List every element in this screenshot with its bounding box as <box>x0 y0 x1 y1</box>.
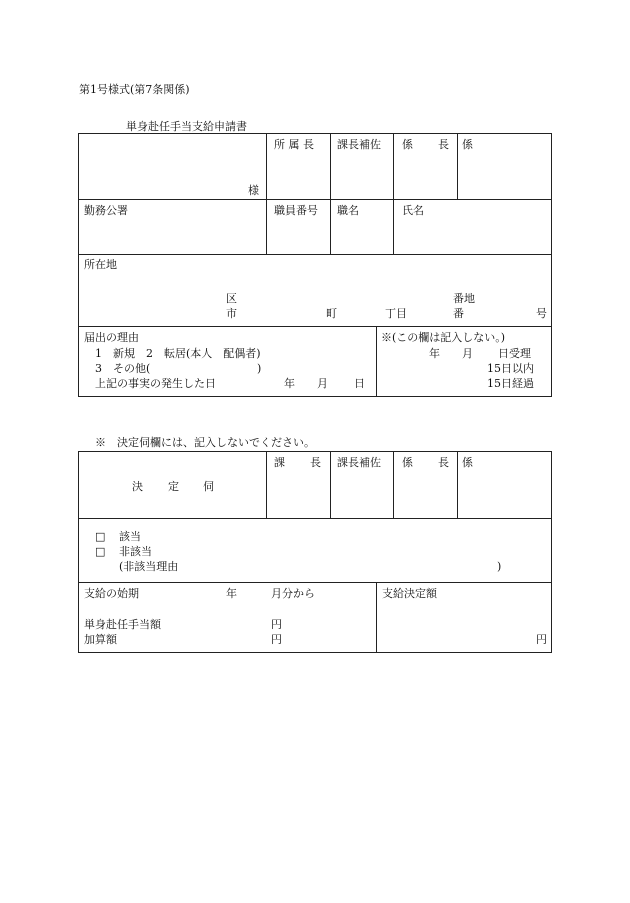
reason-label: 届出の理由 <box>84 331 139 344</box>
receipt-day: 日受理 <box>498 347 531 360</box>
occurrence-year: 年 <box>284 377 295 390</box>
addr-go: 号 <box>536 307 547 320</box>
addr-shi: 市 <box>226 307 237 320</box>
col-divider <box>457 451 458 518</box>
within-15-days: 15日以内 <box>487 362 534 375</box>
kakari-label: 係 <box>462 456 473 469</box>
kasan-yen: 円 <box>271 633 282 646</box>
decision-amount-label: 支給決定額 <box>382 587 437 600</box>
higaito-reason-open: (非該当理由 <box>119 560 179 573</box>
col-divider <box>376 582 377 653</box>
kakaricho-label-2: 長 <box>438 456 449 469</box>
occurrence-day: 日 <box>354 377 365 390</box>
row-divider <box>78 199 552 200</box>
col-divider <box>376 326 377 397</box>
kacho-label-1: 課 <box>274 456 285 469</box>
shozokucho-label: 所 属 長 <box>274 138 314 151</box>
kinmu-kosho-label: 勤務公署 <box>84 204 128 217</box>
total-yen: 円 <box>536 633 547 646</box>
col-divider <box>330 451 331 518</box>
addr-ban: 番 <box>453 307 464 320</box>
shokuin-bango-label: 職員番号 <box>274 204 318 217</box>
kasan-amount-label: 加算額 <box>84 633 117 646</box>
reason-option-3: 3 その他( <box>95 362 151 375</box>
shimei-label: 氏名 <box>402 204 424 217</box>
tanshin-amount-label: 単身赴任手当額 <box>84 618 161 631</box>
reason-option-1-2: 1 新規 2 転居(本人 配偶者) <box>95 347 261 360</box>
kacho-hosa-label: 課長補佐 <box>337 456 381 469</box>
col-divider <box>266 451 267 518</box>
kakaricho-label-2: 長 <box>438 138 449 151</box>
shokumei-label: 職名 <box>337 204 359 217</box>
start-period-label: 支給の始期 <box>84 587 139 600</box>
form-title: 単身赴任手当支給申請書 <box>126 120 247 133</box>
col-divider <box>330 133 331 254</box>
receipt-month: 月 <box>462 347 473 360</box>
kacho-hosa-label: 課長補佐 <box>337 138 381 151</box>
gaito-label: 該当 <box>119 530 141 543</box>
addr-machi: 町 <box>326 307 337 320</box>
higaito-label: 非該当 <box>119 545 152 558</box>
receipt-year: 年 <box>429 347 440 360</box>
office-use-note: ※(この欄は記入しない。) <box>381 331 506 344</box>
row-divider <box>78 582 552 583</box>
kakaricho-label-1: 係 <box>402 456 413 469</box>
row-divider <box>78 326 552 327</box>
kettei-char-2: 定 <box>168 480 179 493</box>
reason-option-3-close: ) <box>257 362 262 375</box>
occurrence-date-label: 上記の事実の発生した日 <box>95 377 216 390</box>
shozaichi-label: 所在地 <box>84 258 117 271</box>
higaito-reason-close: ) <box>497 560 502 573</box>
start-year: 年 <box>226 587 237 600</box>
kettei-char-1: 決 <box>132 480 143 493</box>
form-number: 第1号様式(第7条関係) <box>79 83 190 96</box>
col-divider <box>393 133 394 254</box>
occurrence-month: 月 <box>317 377 328 390</box>
col-divider <box>266 133 267 254</box>
higaito-checkbox[interactable]: □ <box>95 545 106 558</box>
kettei-char-3: 伺 <box>203 480 214 493</box>
addr-ku: 区 <box>226 292 237 305</box>
addr-chome: 丁目 <box>385 307 407 320</box>
row-divider <box>78 254 552 255</box>
addr-banchi: 番地 <box>453 292 475 305</box>
col-divider <box>457 133 458 199</box>
kacho-label-2: 長 <box>310 456 321 469</box>
elapsed-15-days: 15日経過 <box>487 377 534 390</box>
row-divider <box>78 518 552 519</box>
gaito-checkbox[interactable]: □ <box>95 530 106 543</box>
kakari-label: 係 <box>462 138 473 151</box>
addressee-suffix: 様 <box>248 184 259 197</box>
tanshin-yen: 円 <box>271 618 282 631</box>
decision-note: ※ 決定伺欄には、記入しないでください。 <box>95 436 315 449</box>
start-month-from: 月分から <box>271 587 315 600</box>
col-divider <box>393 451 394 518</box>
kakaricho-label-1: 係 <box>402 138 413 151</box>
